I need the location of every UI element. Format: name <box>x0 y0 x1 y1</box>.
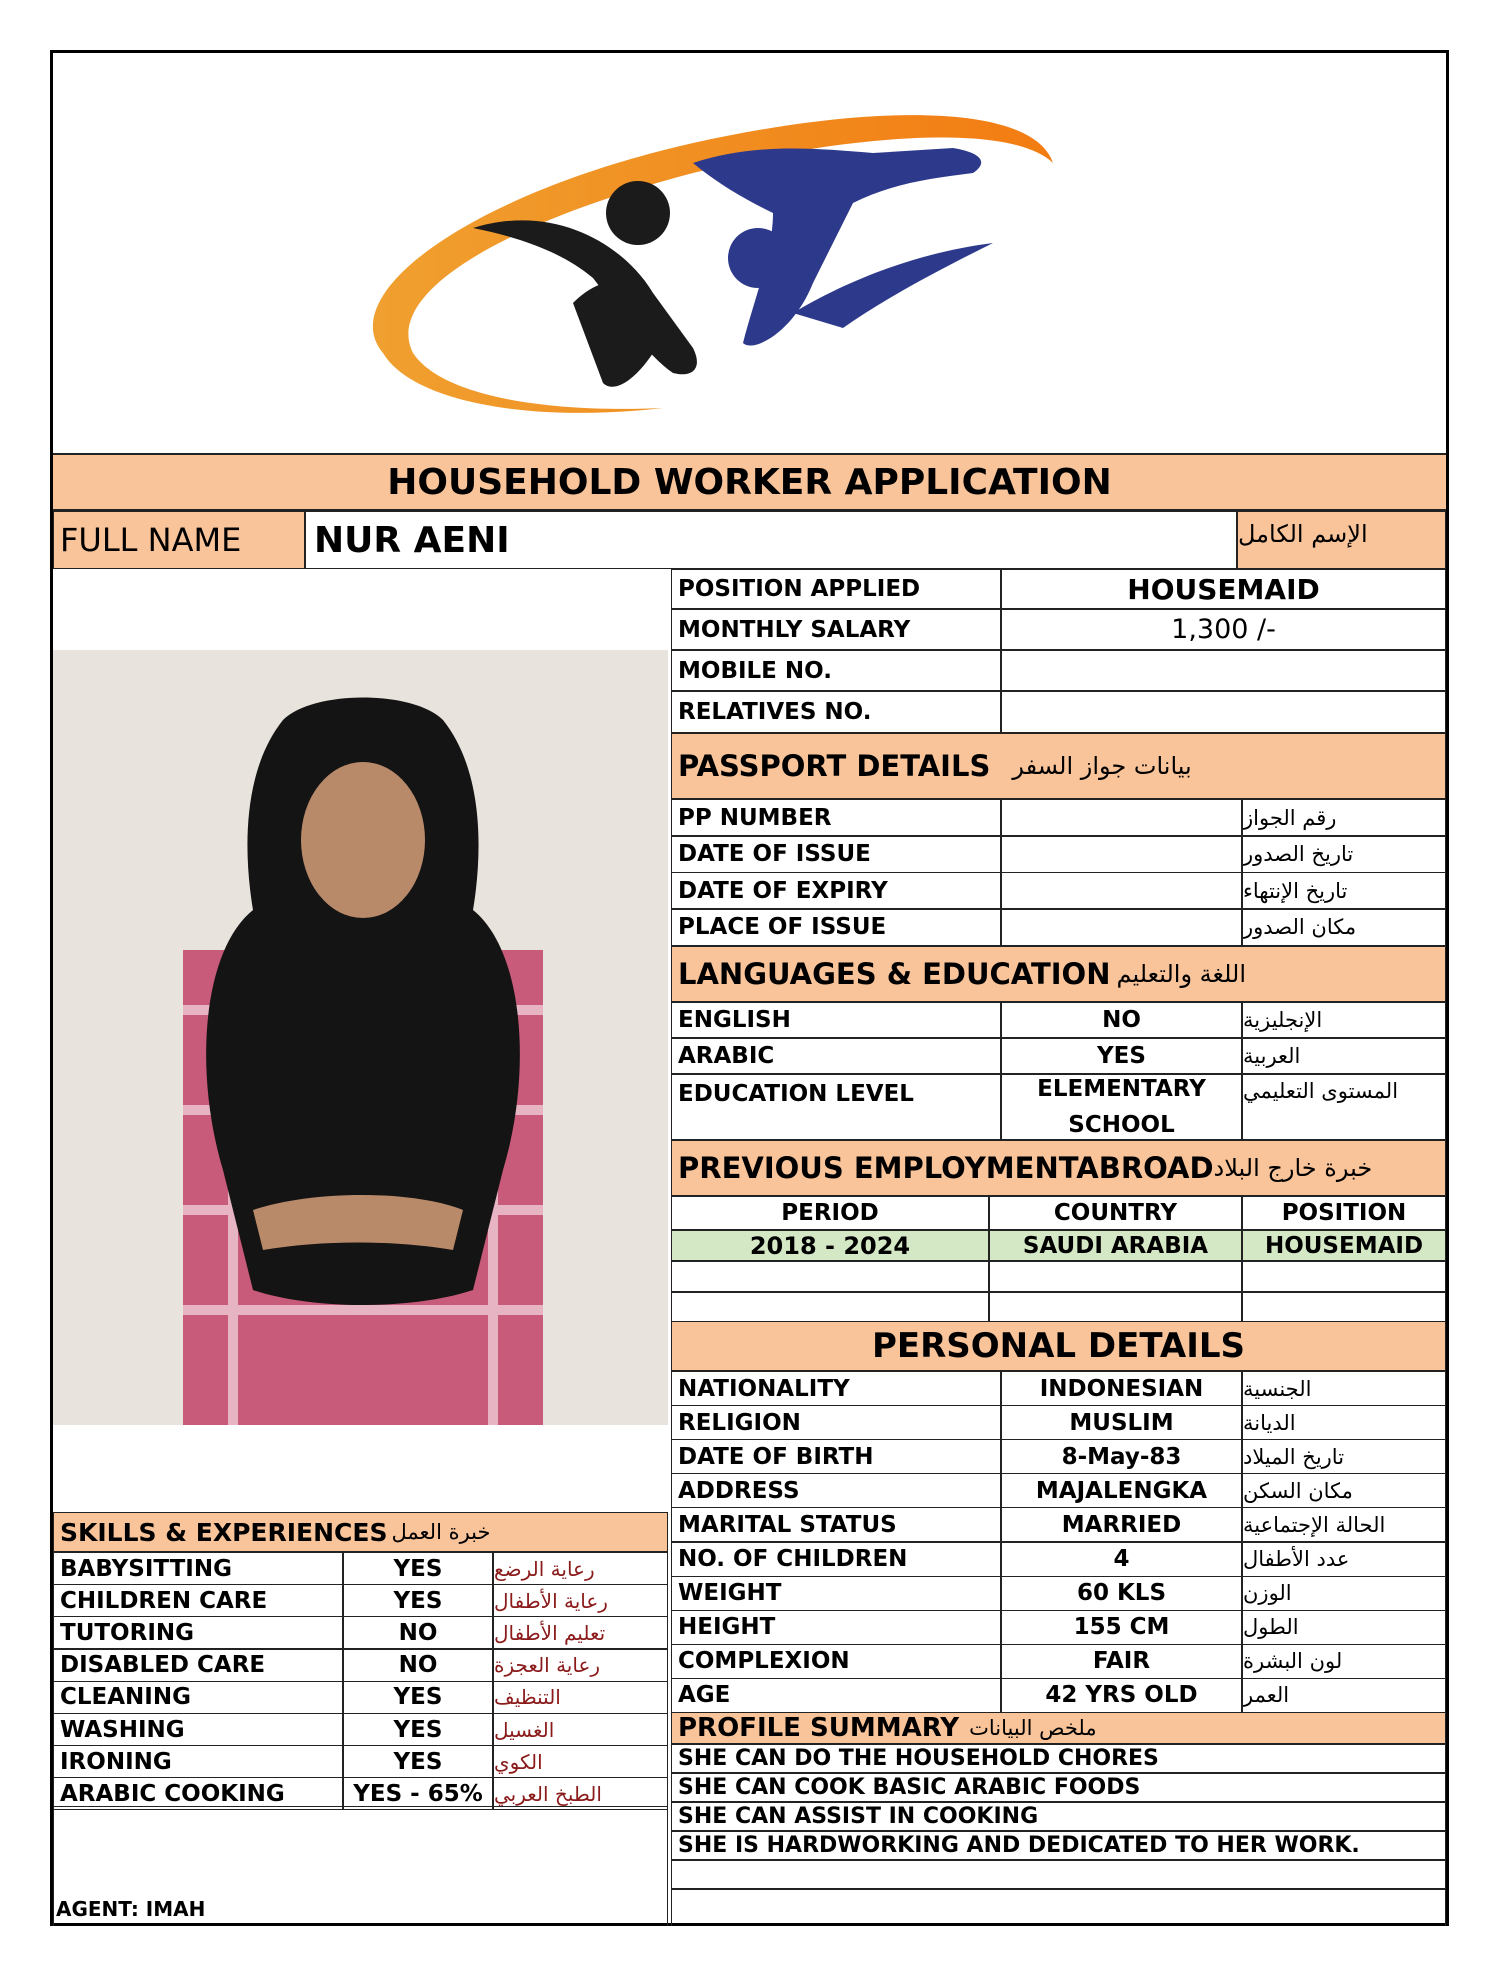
personal-label: RELIGION <box>671 1405 1001 1440</box>
skill-label-arabic: رعاية الأطفال <box>493 1584 668 1617</box>
employment-cell: SAUDI ARABIA <box>989 1230 1242 1261</box>
passport-title: PASSPORT DETAILS <box>678 749 991 783</box>
passport-label: DATE OF EXPIRY <box>671 872 1001 909</box>
skill-value: YES <box>343 1681 493 1714</box>
personal-label-arabic: الحالة الإجتماعية <box>1242 1507 1446 1542</box>
passport-title-arabic: بيانات جواز السفر <box>1012 752 1192 780</box>
skill-label: WASHING <box>53 1713 343 1746</box>
employment-title: PREVIOUS EMPLOYMENTABROAD <box>678 1151 1214 1185</box>
personal-value: 60 KLS <box>1001 1576 1242 1611</box>
employment-header: PERIOD <box>671 1196 989 1230</box>
skill-label: ARABIC COOKING <box>53 1777 343 1810</box>
language-label-arabic: الإنجليزية <box>1242 1002 1446 1038</box>
passport-label-arabic: مكان الصدور <box>1242 909 1446 946</box>
personal-label: NO. OF CHILDREN <box>671 1542 1001 1577</box>
personal-value: MARRIED <box>1001 1507 1242 1542</box>
skill-label-arabic: تعليم الأطفال <box>493 1616 668 1649</box>
language-label: ENGLISH <box>671 1002 1001 1038</box>
personal-value: 8-May-83 <box>1001 1439 1242 1474</box>
profile-line: SHE CAN DO THE HOUSEHOLD CHORES <box>671 1744 1446 1773</box>
skill-label-arabic: رعاية العجزة <box>493 1649 668 1682</box>
skills-title: SKILLS & EXPERIENCES <box>60 1517 388 1547</box>
form-title: HOUSEHOLD WORKER APPLICATION <box>53 453 1446 511</box>
personal-label: NATIONALITY <box>671 1371 1001 1406</box>
skill-value: NO <box>343 1616 493 1649</box>
employment-spacer <box>671 1293 1446 1321</box>
personal-label-arabic: مكان السكن <box>1242 1473 1446 1508</box>
employment-title-arabic: خبرة خارج البلاد <box>1213 1154 1373 1182</box>
employment-section-title <box>671 1140 1446 1196</box>
profile-line <box>671 1860 1446 1889</box>
skill-value: YES <box>343 1552 493 1585</box>
agent-name: AGENT: IMAH <box>56 1897 206 1921</box>
skill-value: YES <box>343 1584 493 1617</box>
passport-label: PLACE OF ISSUE <box>671 909 1001 946</box>
languages-title: LANGUAGES & EDUCATION <box>678 957 1111 991</box>
passport-value <box>1001 872 1242 909</box>
passport-label-arabic: تاريخ الصدور <box>1242 836 1446 873</box>
skill-label-arabic: التنظيف <box>493 1681 668 1714</box>
employment-header: POSITION <box>1242 1196 1446 1230</box>
employment-cell <box>989 1261 1242 1292</box>
passport-value <box>1001 836 1242 873</box>
language-value: NO <box>1001 1002 1242 1038</box>
skill-value: YES <box>343 1713 493 1746</box>
personal-value: INDONESIAN <box>1001 1371 1242 1406</box>
employment-cell <box>671 1261 989 1292</box>
languages-section-title <box>671 946 1446 1002</box>
full-name-label-arabic: الإسم الكامل <box>1237 511 1446 569</box>
employment-header: COUNTRY <box>989 1196 1242 1230</box>
job-value <box>1001 691 1446 733</box>
job-value: HOUSEMAID <box>1001 569 1446 609</box>
employment-cell: 2018 - 2024 <box>671 1230 989 1261</box>
personal-label-arabic: الديانة <box>1242 1405 1446 1440</box>
job-value <box>1001 650 1446 691</box>
personal-label-arabic: الطول <box>1242 1610 1446 1645</box>
passport-label-arabic: رقم الجواز <box>1242 799 1446 836</box>
applicant-photo <box>53 650 668 1425</box>
skill-label: BABYSITTING <box>53 1552 343 1585</box>
personal-value: 4 <box>1001 1542 1242 1577</box>
skill-label: IRONING <box>53 1745 343 1778</box>
profile-line: SHE CAN ASSIST IN COOKING <box>671 1802 1446 1831</box>
passport-label-arabic: تاريخ الإنتهاء <box>1242 872 1446 909</box>
skill-value: YES <box>343 1745 493 1778</box>
profile-line: SHE IS HARDWORKING AND DEDICATED TO HER WORK. <box>671 1831 1446 1860</box>
language-label: EDUCATION LEVEL <box>671 1074 1001 1140</box>
personal-section-title: PERSONAL DETAILS <box>671 1321 1446 1371</box>
personal-label: COMPLEXION <box>671 1644 1001 1679</box>
full-name-label: FULL NAME <box>53 511 305 569</box>
personal-label-arabic: العمر <box>1242 1678 1446 1713</box>
job-label: MOBILE NO. <box>671 650 1001 691</box>
personal-label-arabic: الوزن <box>1242 1576 1446 1611</box>
passport-label: PP NUMBER <box>671 799 1001 836</box>
personal-label: MARITAL STATUS <box>671 1507 1001 1542</box>
language-label-arabic: العربية <box>1242 1038 1446 1074</box>
skills-title-arabic: خبرة العمل <box>391 1520 491 1544</box>
skill-label-arabic: الطبخ العربي <box>493 1777 668 1810</box>
employment-cell <box>1242 1261 1446 1292</box>
personal-value: 155 CM <box>1001 1610 1242 1645</box>
skill-label-arabic: الغسيل <box>493 1713 668 1746</box>
personal-label-arabic: الجنسية <box>1242 1371 1446 1406</box>
job-label: RELATIVES NO. <box>671 691 1001 733</box>
skill-label: CLEANING <box>53 1681 343 1714</box>
skill-label-arabic: رعاية الرضع <box>493 1552 668 1585</box>
personal-label: AGE <box>671 1678 1001 1713</box>
full-name-value: NUR AENI <box>305 511 1237 569</box>
language-label: ARABIC <box>671 1038 1001 1074</box>
skill-value: NO <box>343 1649 493 1682</box>
passport-value <box>1001 909 1242 946</box>
personal-label-arabic: تاريخ الميلاد <box>1242 1439 1446 1474</box>
personal-value: MUSLIM <box>1001 1405 1242 1440</box>
profile-blank-row <box>671 1889 1446 1926</box>
job-label: MONTHLY SALARY <box>671 609 1001 650</box>
personal-label: HEIGHT <box>671 1610 1001 1645</box>
skill-label-arabic: الكوي <box>493 1745 668 1778</box>
job-value: 1,300 /- <box>1001 609 1446 650</box>
profile-title: PROFILE SUMMARY <box>678 1713 960 1743</box>
skills-section-title <box>53 1512 668 1552</box>
personal-label: WEIGHT <box>671 1576 1001 1611</box>
personal-label-arabic: عدد الأطفال <box>1242 1542 1446 1577</box>
personal-label: DATE OF BIRTH <box>671 1439 1001 1474</box>
personal-value: 42 YRS OLD <box>1001 1678 1242 1713</box>
job-label: POSITION APPLIED <box>671 569 1001 609</box>
agency-logo <box>53 53 1446 453</box>
profile-title-arabic: ملخص البيانات <box>969 1716 1097 1740</box>
skill-label: TUTORING <box>53 1616 343 1649</box>
employment-cell: HOUSEMAID <box>1242 1230 1446 1261</box>
personal-value: FAIR <box>1001 1644 1242 1679</box>
language-value: ELEMENTARY SCHOOL <box>1001 1074 1242 1140</box>
passport-label: DATE OF ISSUE <box>671 836 1001 873</box>
skill-label: CHILDREN CARE <box>53 1584 343 1617</box>
personal-value: MAJALENGKA <box>1001 1473 1242 1508</box>
languages-title-arabic: اللغة والتعليم <box>1116 960 1247 988</box>
language-label-arabic: المستوى التعليمي <box>1242 1074 1446 1140</box>
personal-label: ADDRESS <box>671 1473 1001 1508</box>
skill-label: DISABLED CARE <box>53 1649 343 1682</box>
passport-section-title <box>671 733 1446 799</box>
language-value: YES <box>1001 1038 1242 1074</box>
passport-value <box>1001 799 1242 836</box>
skill-value: YES - 65% <box>343 1777 493 1810</box>
personal-label-arabic: لون البشرة <box>1242 1644 1446 1679</box>
profile-section-title <box>671 1712 1446 1744</box>
profile-line: SHE CAN COOK BASIC ARABIC FOODS <box>671 1773 1446 1802</box>
